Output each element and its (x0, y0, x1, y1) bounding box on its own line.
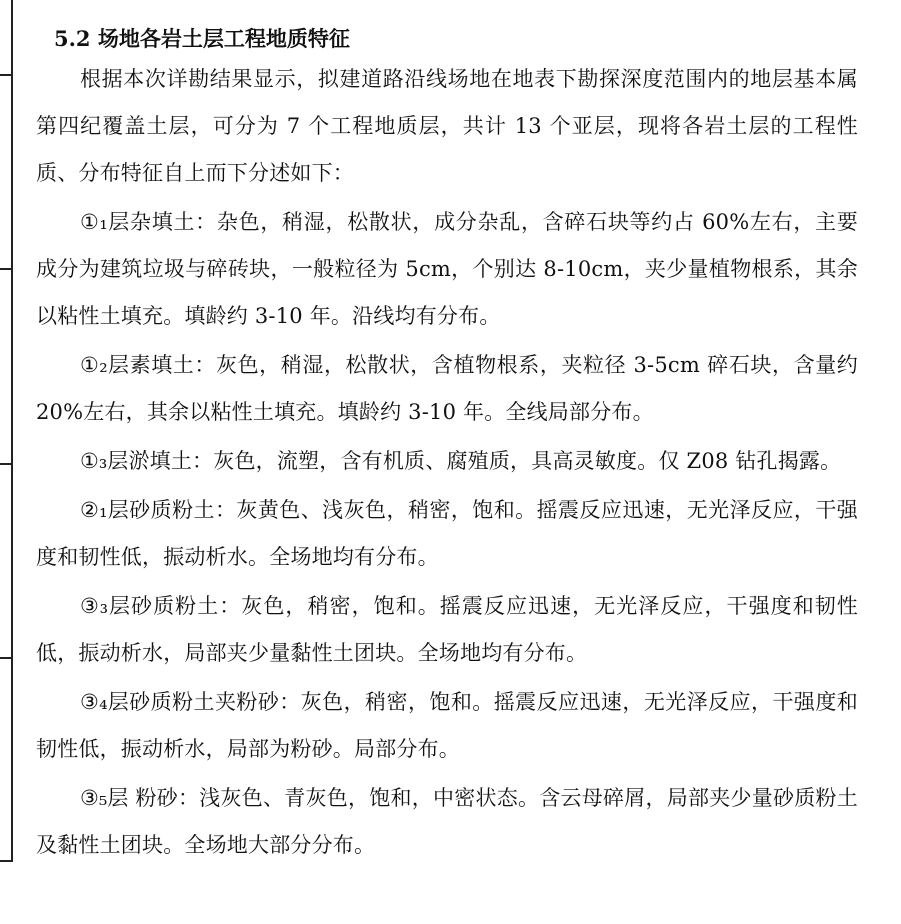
margin-rule (11, 0, 13, 862)
layer-paragraph-2-1 (36, 487, 858, 581)
layer-paragraph-1-2 (36, 342, 858, 436)
layer-paragraph-3-5 (36, 775, 858, 869)
layer-description: 层素填土：灰色，稍湿，松散状，含植物根系，夹粒径 3-5cm 碎石块，含量约 20%左右，其余以粘性土填充。填龄约 3-10 年。全线局部分布。 (36, 353, 858, 424)
layer-number: ②₁ (80, 498, 108, 522)
layer-description: 层砂质粉土：灰黄色、浅灰色，稍密，饱和。摇震反应迅速，无光泽反应，干强度和韧性低，振动析水。全场地均有分布。 (36, 498, 859, 569)
margin-tick (0, 74, 12, 76)
layer-description: 层杂填土：杂色，稍湿，松散状，成分杂乱，含碎石块等约占 60%左右，主要成分为建筑垃圾与碎砖块，一般粒径为 5cm，个别达 8-10cm，夹少量植物根系，其余以粘性土填充。填龄约 3-10 年。沿线均有分布。 (36, 210, 858, 328)
section-heading: 5.2 场地各岩土层工程地质特征 (54, 26, 350, 51)
intro-paragraph: 根据本次详勘结果显示，拟建道路沿线场地在地表下勘探深度范围内的地层基本属第四纪覆盖土层，可分为 7 个工程地质层，共计 13 个亚层，现将各岩土层的工程性质、分布特征自上而下分述如下： (36, 67, 858, 185)
margin-tick (0, 268, 12, 270)
margin-tick (0, 657, 12, 659)
layer-description: 层砂质粉土夹粉砂：灰色，稍密，饱和。摇震反应迅速，无光泽反应，干强度和韧性低，振动析水，局部为粉砂。局部分布。 (36, 690, 859, 761)
document-body (36, 18, 858, 869)
layer-number: ③₅ (80, 786, 108, 810)
layer-number: ③₄ (80, 690, 108, 714)
layer-number: ①₁ (80, 210, 108, 234)
margin-tick (0, 463, 12, 465)
layer-paragraph-1-1 (36, 199, 858, 340)
layer-description: 层砂质粉土：灰色，稍密，饱和。摇震反应迅速，无光泽反应，干强度和韧性低，振动析水，局部夹少量黏性土团块。全场地均有分布。 (36, 594, 859, 665)
layer-paragraph-3-3 (36, 583, 858, 677)
layer-description: 层淤填土：灰色，流塑，含有机质、腐殖质，具高灵敏度。仅 Z08 钻孔揭露。 (107, 449, 842, 473)
margin-tick (0, 860, 12, 862)
layer-number: ③₃ (80, 594, 109, 618)
layer-description: 层 粉砂：浅灰色、青灰色，饱和，中密状态。含云母碎屑，局部夹少量砂质粉土及黏性土团块。全场地大部分分布。 (36, 786, 858, 857)
layer-paragraph-1-3 (36, 438, 858, 485)
layer-number: ①₃ (80, 449, 108, 473)
layer-number: ①₂ (80, 353, 108, 377)
layer-paragraph-3-4 (36, 679, 858, 773)
